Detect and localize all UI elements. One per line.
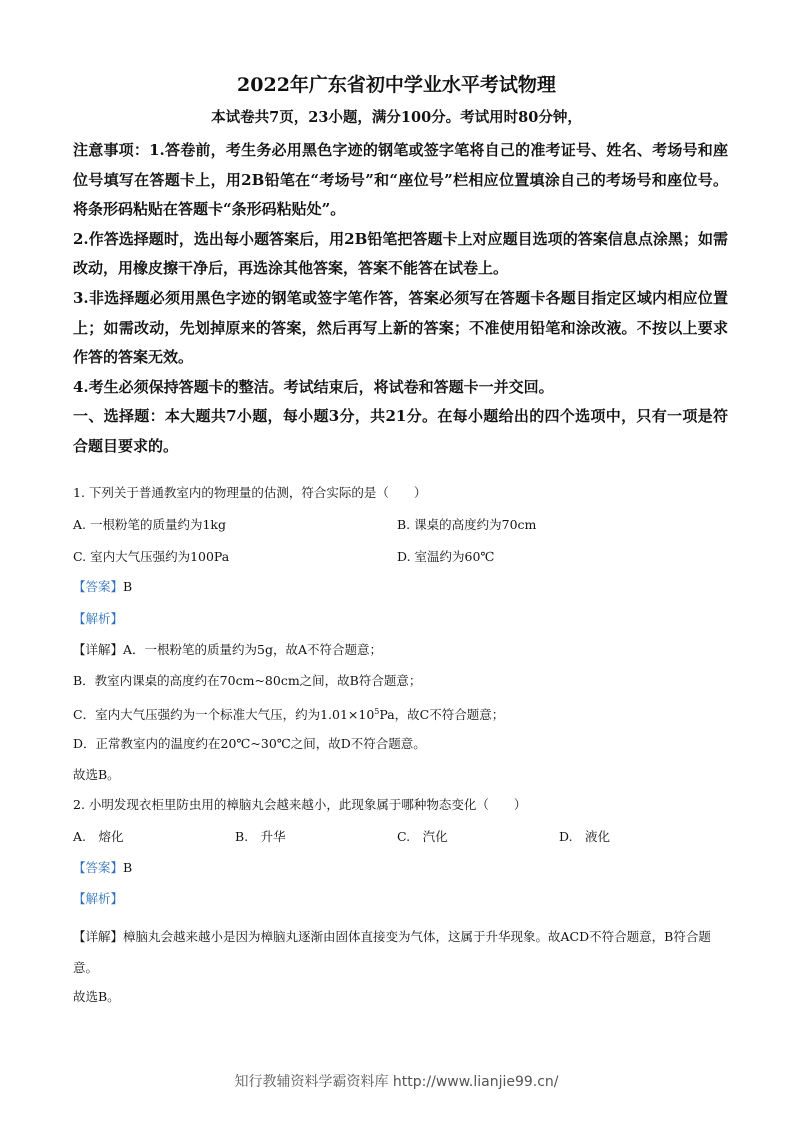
question-2-option-c: C. 汽化: [397, 829, 448, 844]
question-2-option-d: D. 液化: [559, 829, 611, 844]
analysis-tag: 【解析】: [73, 611, 124, 626]
question-1-answer: [73, 578, 728, 596]
question-1-detail-c: C．室内大气压强约为一个标准大气压，约为$1.01\times 10^5Pa$，故C不符合题意；: [73, 707, 505, 723]
question-1-detail-d: D．正常教室内的温度约在20℃~30℃之间，故D不符合题意。: [73, 736, 426, 751]
question-2-analysis: [73, 890, 728, 908]
question-1-options-row-1: [73, 515, 728, 533]
section-heading: 一、选择题：本大题共7小题，每小题3分，共21分。在每小题给出的四个选项中，只有一项是符合题目要求的。: [73, 407, 728, 455]
notice-item-2: 2.作答选择题时，选出每小题答案后，用2B铅笔把答题卡上对应题目选项的答案信息点涂黑；如需改动，用橡皮擦干净后，再选涂其他答案，答案不能答在试卷上。: [73, 229, 728, 278]
answer-tag: 【答案】: [73, 860, 124, 875]
exam-title: 2022年广东省初中学业水平考试物理: [237, 74, 556, 96]
question-1-detail-a: 【详解】A．一根粉笔的质量约为5g，故A不符合题意；: [73, 642, 383, 657]
answer-value: B: [123, 860, 133, 875]
analysis-tag: 【解析】: [73, 891, 124, 906]
question-1-stem: 1. 下列关于普通教室内的物理量的估测，符合实际的是（ ）: [73, 485, 427, 500]
notice-item-1: 注意事项：1.答卷前，考生务必用黑色字迹的钢笔或签字笔将自己的准考证号、姓名、考场号和座位号填写在答题卡上，用2B铅笔在“考场号”和“座位号”栏相应位置填涂自己的考场号和座位号。将条形码粘贴在答题卡“条形码粘贴处”。: [73, 141, 728, 219]
question-1-option-a: A. 一根粉笔的质量约为1kg: [73, 517, 227, 532]
question-1-detail-b: B．教室内课桌的高度约在70cm~80cm之间，故B符合题意；: [73, 673, 422, 688]
question-1-conclusion: 故选B。: [73, 767, 120, 782]
question-1-option-d: D. 室温约为60℃: [397, 549, 495, 564]
notice-item-4: 4.考生必须保持答题卡的整洁。考试结束后，将试卷和答题卡一并交回。: [73, 377, 554, 396]
question-2-option-a: A. 熔化: [73, 829, 124, 844]
question-1-option-b: B. 课桌的高度约为70cm: [397, 517, 537, 532]
exam-subtitle: 本试卷共7页，23小题，满分100分。考试用时80分钟，: [211, 109, 582, 126]
detail-tag: 【详解】: [73, 929, 124, 944]
question-2-answer: [73, 859, 728, 877]
question-2-stem: 2. 小明发现衣柜里防虫用的樟脑丸会越来越小，此现象属于哪种物态变化（ ）: [73, 797, 527, 812]
question-2-detail: 【详解】樟脑丸会越来越小是因为樟脑丸逐渐由固体直接变为气体，这属于升华现象。故ACD不符合题意，B符合题意。: [73, 929, 711, 975]
question-2-option-b: B. 升华: [235, 829, 286, 844]
question-2-conclusion: 故选B。: [73, 989, 120, 1004]
detail-tag: 【详解】: [73, 642, 124, 657]
question-1-option-c: C. 室内大气压强约为100Pa: [73, 549, 230, 564]
question-1-analysis: [73, 610, 728, 628]
exam-notice: [73, 136, 728, 462]
question-2-options-row: [73, 827, 728, 845]
answer-value: B: [123, 579, 133, 594]
page-footer-watermark: 知行教辅资料学霸资料库 http://www.lianjie99.cn/: [234, 1074, 559, 1090]
answer-tag: 【答案】: [73, 579, 124, 594]
question-1-options-row-2: [73, 547, 728, 565]
notice-item-3: 3.非选择题必须用黑色字迹的钢笔或签字笔作答，答案必须写在答题卡各题目指定区域内相应位置上；如需改动，先划掉原来的答案，然后再写上新的答案；不准使用铅笔和涂改液。不按以上要求作答的答案无效。: [73, 288, 728, 367]
